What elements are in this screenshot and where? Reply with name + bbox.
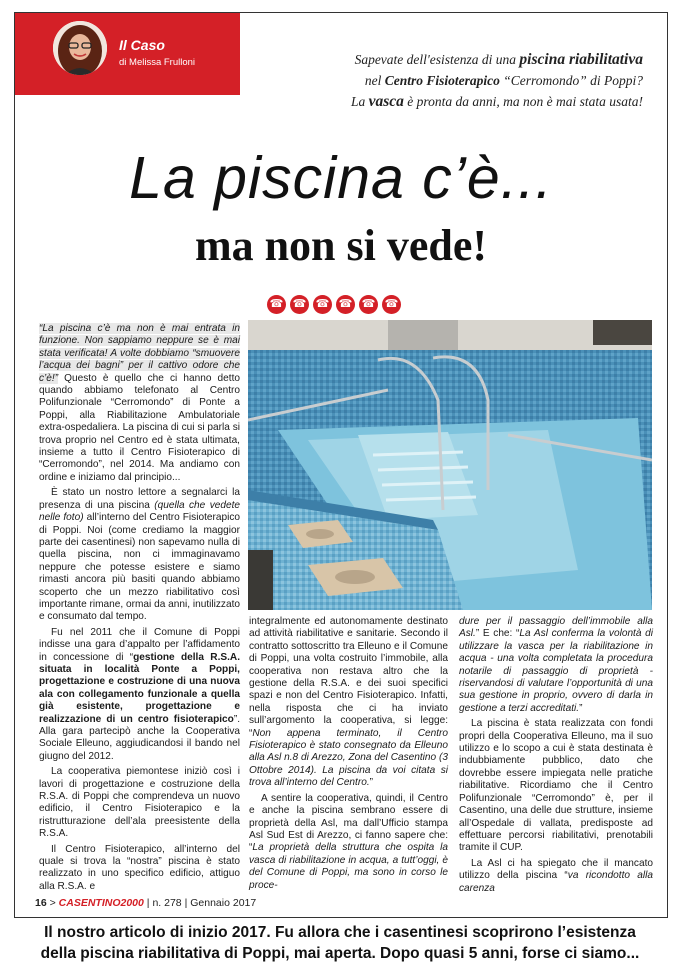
megaphone-icon: ☎ bbox=[336, 295, 355, 314]
page-number: 16 bbox=[35, 897, 47, 909]
page-footer: 16 > CASENTINO2000 | n. 278 | Gennaio 2017 bbox=[35, 897, 257, 909]
article-column-1: “La piscina c’è ma non è mai entrata in funzione. Non sappiamo neppure se è mai stata verificata! A volte dobbiamo “smuovere l’acqua dei bagni” per il cattivo odore che c’è!” Questo è quello che ci hanno detto quando abbiamo telefonato al Centro Polifunzionale “Cerromondo” di Ponte a Poppi, alla Riabilitazione Ambulatoriale extra-ospedaliera. La piscina di cui si parla si trova proprio nel Centro ed è stata ultimata, insieme a tutto il Centro Fisioterapico di “Cerromondo”, nel 2014. Ma andiamo con ordine e iniziamo dal principio... È stato un nostro lettore a segnalarci la presenza di una piscina (quella che vedete nelle foto) all’interno del Centro Fisioterapico di Poppi. Noi (come crediamo la maggior parte dei casentinesi) non sapevamo nulla di quella piscina, non ci immaginavamo neppure che potesse esistere e siamo rimasti ancora più basiti quando abbiamo scoperto che un mezzo riabilitativo così importante rimane, ormai da anni, inutilizzato e consumato dal tempo. Fu nel 2011 che il Comune di Poppi indisse una gara d’appalto per l’affidamento in concessione di “gestione della R.S.A. situata in località Ponte a Poppi, progettazione e costruzione di una nuova ala con collegamento funzionale a quella già esistente, progettazione e realizzazione di un centro fisioterapico”. Alla gara partecipò anche la Cooperativa Sociale Elleuno, aggiudicandosi il bando nel giugno del 2012. La cooperativa piemontese iniziò così i lavori di progettazione e costruzione della R.S.A. di Poppi che comprendeva un nuovo edificio, il Centro Fisioterapico e la ristrutturazione dell’ala preesistente della R.S.A. Il Centro Fisioterapico, all’interno del quale si trova la “nostra” piscina è stato realizzato in uno specifico edificio, attiguo alla R.S.A. e bbox=[39, 323, 241, 892]
megaphone-icon: ☎ bbox=[290, 295, 309, 314]
megaphone-icon: ☎ bbox=[359, 295, 378, 314]
author-avatar bbox=[53, 21, 107, 75]
section-badge bbox=[15, 13, 240, 95]
headline-line-2: ma non si vede! bbox=[194, 221, 488, 270]
magazine-page bbox=[14, 12, 668, 918]
megaphone-icon: ☎ bbox=[382, 295, 401, 314]
pool-photo bbox=[248, 320, 652, 610]
issue-date: Gennaio 2017 bbox=[190, 897, 257, 909]
article-column-3: dure per il passaggio dell’immobile alla Asl.” E che: “La Asl conferma la volontà di utilizzare la vasca per la riabilitazione in acqua - una volta completata la procedura notarile di passaggio di proprietà - riservandosi di valutare l’opportunità di una sua gestione in proprio, ovvero di darla in gestione a terzi accreditati.” La piscina è stata realizzata con fondi propri della Cooperativa Elleuno, ma il suo utilizzo e lo scopo a cui è stata destinata è indubbiamente pubblico, dato che dovrebbe essere impiegata nelle pratiche riabilitative. Ricordiamo che il Centro Polifunzionale “Cerromondo” è, per il Casentino, una delle due strutture, insieme all’Ospedale di vallata, predisposte ad effettuare percorsi riabilitativi, prenotabili tramite il CUP. La Asl ci ha spiegato che il mancato utilizzo della piscina “va ricondotto alla carenza bbox=[459, 616, 654, 894]
author-name: di Melissa Frulloni bbox=[119, 57, 196, 68]
megaphone-icon: ☎ bbox=[313, 295, 332, 314]
magazine-brand: CASENTINO2000 bbox=[58, 897, 144, 909]
issue-number: n. 278 bbox=[152, 897, 182, 909]
megaphone-icon: ☎ bbox=[267, 295, 286, 314]
intro-subtitle: Sapevate dell'esistenza di una piscina riabilitativa nel Centro Fisioterapico “Cerromondo” di Poppi? La vasca è pronta da anni, ma non è mai stata usata! bbox=[350, 51, 643, 110]
section-title: Il Caso bbox=[119, 37, 165, 53]
image-caption: Il nostro articolo di inizio 2017. Fu allora che i casentinesi scoprirono l’esistenza della piscina riabilitativa di Poppi, mai aperta. Dopo quasi 5 anni, forse ci siamo... bbox=[40, 924, 640, 962]
headline-line-1: La piscina c’è... bbox=[129, 145, 553, 211]
article-column-2: integralmente ed autonomamente destinato ad attività riabilitative e sanitarie. Secondo il contratto sottoscritto tra Elleuno e il Comune di Poppi, una volta costruito l’immobile, alla cooperativa non restava altro che la gestione della R.S.A. e dei suoi specifici spazi e non del Centro Fisioterapico. Infatti, nella risposta che ci ha inviato sull’argomento la cooperativa, si legge: “Non appena terminato, il Centro Fisioterapico è stato consegnato da Elleuno alla Asl n.8 di Arezzo, Zona del Casentino (3 Ottobre 2014). La piscina da voi citata si trova all’interno del Centro.” A sentire la cooperativa, quindi, il Centro e anche la piscina sembrano essere di proprietà della Asl, ma dall’Ufficio stampa Asl Sud Est di Arezzo, ci fanno sapere che: “La proprietà della struttura che ospita la vasca di riabilitazione in acqua, a tutt’oggi, è del Comune di Poppi, ma sono in corso le proce- bbox=[249, 616, 448, 891]
rating-icons bbox=[267, 295, 401, 314]
